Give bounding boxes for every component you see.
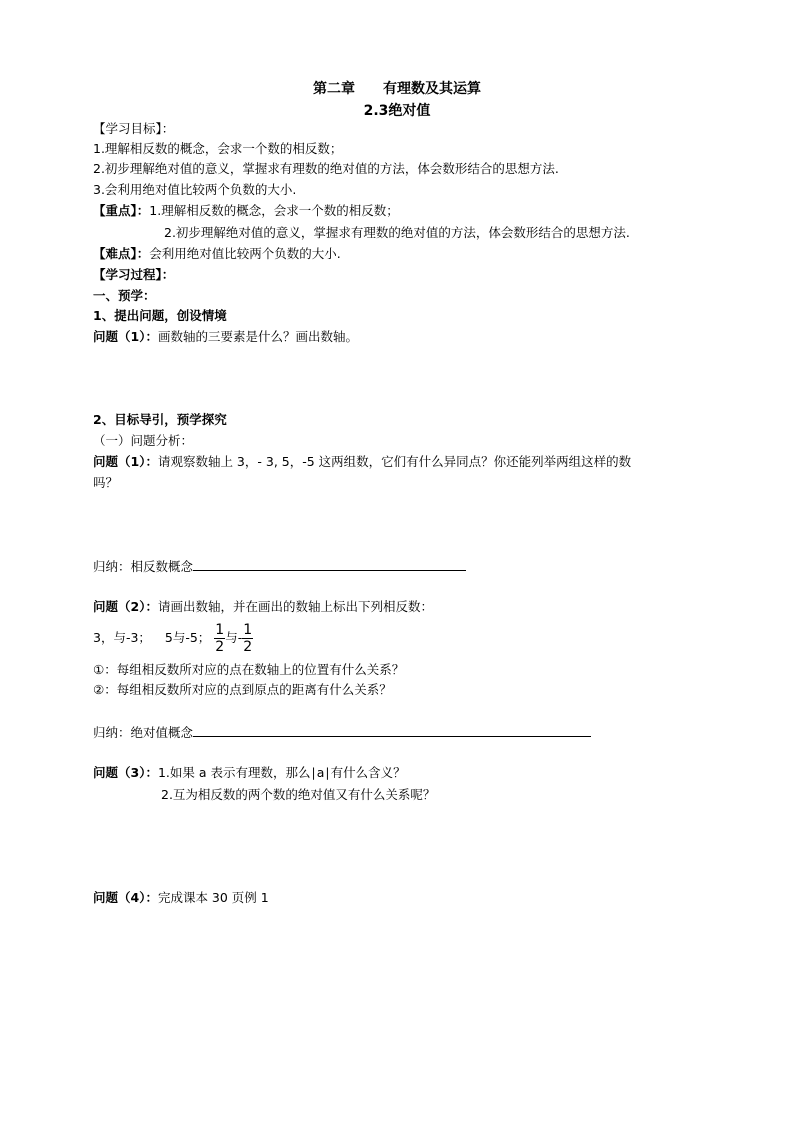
explore-q1-label: 问题（1）：	[93, 454, 158, 469]
process-heading: 【学习过程】：	[93, 267, 175, 282]
fraction-neg-half: $\frac{1}{2}$	[243, 622, 253, 655]
preview-q1-text: 画数轴的三要素是什么？画出数轴。	[157, 329, 358, 344]
explore-q1-continuation: 吗？	[93, 475, 119, 490]
preview-heading: 一、预学：	[93, 288, 156, 303]
explore-q3-line-2: 2.互为相反数的两个数的绝对值又有什么关系呢？	[161, 787, 436, 802]
explore-q2-text: 请画出数轴，并在画出的数轴上标出下列相反数：	[157, 599, 433, 614]
circle-question-1: ①：每组相反数所对应的点在数轴上的位置有什么关系？	[93, 662, 405, 677]
difficulty-text: 会利用绝对值比较两个负数的大小.	[149, 246, 341, 261]
goal-item-3: 3.会利用绝对值比较两个负数的大小.	[93, 182, 297, 197]
explore-question-2	[93, 598, 433, 616]
difficulty-label: 【难点】：	[93, 246, 150, 261]
pair-5: 5与-5；	[164, 630, 211, 645]
summary-2-label: 归纳：绝对值概念	[93, 725, 194, 740]
summary-opposite-number	[93, 556, 466, 576]
explore-question-4	[93, 889, 269, 907]
summary-2-blank	[193, 722, 591, 737]
explore-q2-label: 问题（2）：	[93, 599, 158, 614]
explore-question-3	[93, 764, 406, 782]
explore-heading: 2、目标导引，预学探究	[93, 412, 227, 427]
opposite-pairs	[93, 620, 253, 656]
explore-q3-line-1: 1.如果 a 表示有理数，那么∣a∣有什么含义？	[157, 765, 406, 780]
summary-absolute-value	[93, 722, 591, 742]
pair-half-connector: 与-	[225, 630, 243, 645]
preview-subheading: 1、提出问题，创设情境	[93, 308, 227, 323]
chapter-number: 第二章	[313, 81, 355, 97]
goal-item-2: 2.初步理解绝对值的意义，掌握求有理数的绝对值的方法，体会数形结合的思想方法.	[93, 161, 559, 176]
preview-q1-label: 问题（1）：	[93, 329, 158, 344]
explore-q3-label: 问题（3）：	[93, 765, 158, 780]
chapter-title	[0, 78, 794, 98]
section-title: 2.3绝对值	[363, 103, 431, 119]
summary-1-blank	[193, 556, 466, 571]
goal-item-1: 1.理解相反数的概念，会求一个数的相反数；	[93, 141, 343, 156]
circle-question-2: ②：每组相反数所对应的点到原点的距离有什么关系？	[93, 682, 392, 697]
key-points-row-1	[93, 202, 399, 220]
key-points-label: 【重点】：	[93, 203, 150, 218]
pair-3: 3，与-3；	[93, 630, 151, 645]
summary-1-label: 归纳：相反数概念	[93, 559, 194, 574]
goals-heading: 【学习目标】：	[93, 121, 175, 136]
preview-question-1	[93, 328, 358, 346]
fraction-half: $\frac{1}{2}$	[215, 622, 225, 655]
difficulty-row	[93, 245, 341, 263]
key-point-1: 1.理解相反数的概念，会求一个数的相反数；	[149, 203, 399, 218]
explore-q1-text: 请观察数轴上 3，- 3, 5，-5 这两组数，它们有什么异同点？你还能列举两组这样的数	[157, 454, 632, 469]
analysis-heading: （一）问题分析：	[93, 433, 194, 448]
explore-q4-label: 问题（4）：	[93, 890, 158, 905]
explore-q4-text: 完成课本 30 页例 1	[157, 890, 269, 905]
chapter-name: 有理数及其运算	[383, 81, 481, 97]
key-point-2: 2.初步理解绝对值的意义，掌握求有理数的绝对值的方法，体会数形结合的思想方法.	[164, 225, 630, 240]
explore-question-1	[93, 453, 631, 471]
